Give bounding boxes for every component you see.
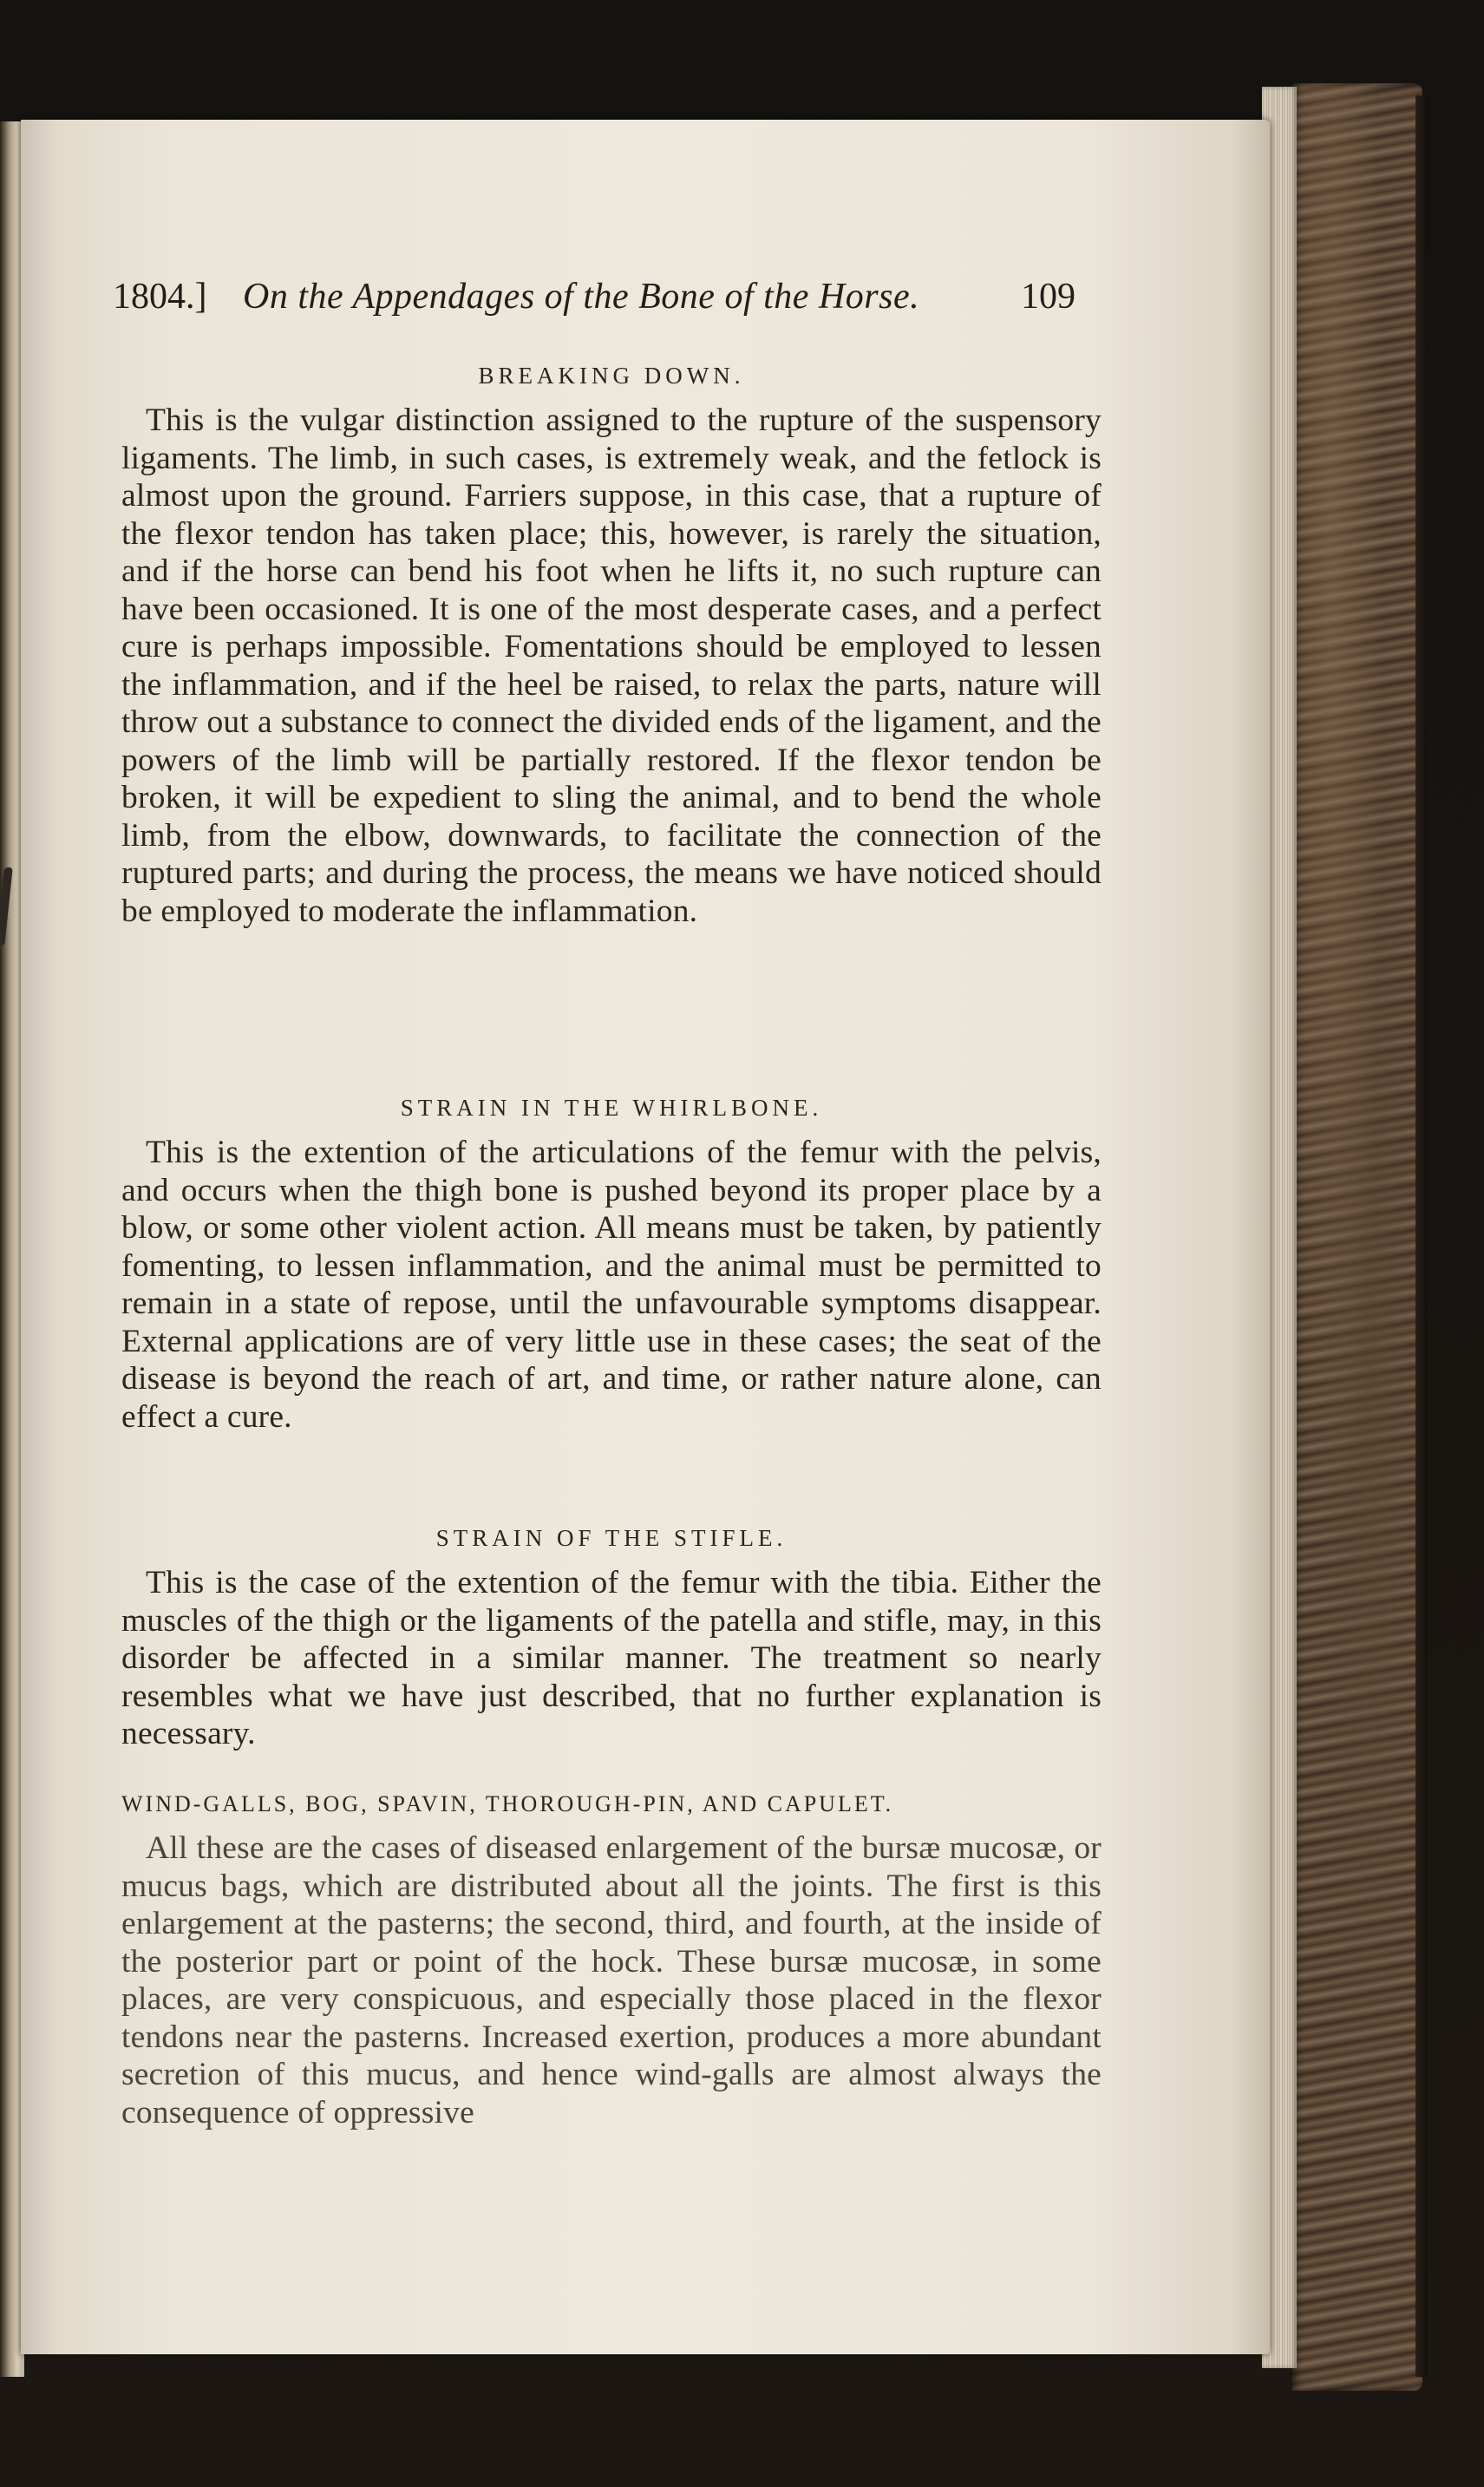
section-heading: STRAIN OF THE STIFLE. [435,1525,788,1551]
page-number: 109 [1021,277,1075,317]
leather-cover [1292,83,1422,2391]
section-paragraph: This is the vulgar distinction assigned to the rupture of the suspensory ligaments. The limb, in such cases, is extremely weak, and the fetlock is almost upon the ground. Farriers suppose, in this case, that a rupture of the flexor tendon has taken place; this, however, is rarely the situation, and if the horse can bend his foot when he lifts it, no such rupture can have been occasioned. It is one of the most desperate cases, and a perfect cure is perhaps impossible. Fomentations should be employed to lessen the inflammation, and if the heel be raised, to relax the parts, nature will throw out a substance to connect the divided ends of the ligament, and the powers of the limb will be partially restored. If the flexor tendon be broken, it will be expedient to sling the animal, and to bend the whole limb, from the elbow, downwards, to facilitate the connection of the ruptured parts; and during the process, the means we have noticed should be employed to moderate the inflammation. [121,403,1102,929]
section-heading: WIND-GALLS, BOG, SPAVIN, THOROUGH-PIN, AND CAPULET. [121,1791,894,1816]
running-head-year: 1804.] [113,277,207,317]
section-strain-stifle [121,1525,1102,1753]
section-paragraph: This is the extention of the articulations of the femur with the pelvis, and occurs when the thigh bone is pushed beyond its proper place by a blow, or some other violent action. All means must be taken, by patiently fomenting, to lessen inflammation, and the animal must be permitted to remain in a state of repose, until the unfavourable symptoms disappear. External applications are of very little use in these cases; the seat of the disease is beyond the reach of art, and time, or rather nature alone, can effect a cure. [121,1135,1102,1435]
section-strain-whirlbone [121,1095,1102,1436]
cover-edge [1415,95,1428,2377]
section-paragraph: All these are the cases of diseased enlargement of the bursæ mucosæ, or mucus bags, which are distributed about all the joints. The first is this enlargement at the pasterns; the second, third, and fourth, at the inside of the posterior part or point of the hock. These bursæ mucosæ, in some places, are very conspicuous, and especially those placed in the flexor tendons near the pasterns. Increased exertion, produces a more abundant secretion of this mucus, and hence wind-galls are almost always the consequence of oppressive [121,1830,1102,2130]
section-heading: STRAIN IN THE WHIRLBONE. [400,1095,823,1121]
section-heading: BREAKING DOWN. [478,363,745,389]
section-wind-galls [121,1791,1102,2131]
section-breaking-down [121,363,1102,930]
section-paragraph: This is the case of the extention of the femur with the tibia. Either the muscles of the thigh or the ligaments of the patella and stifle, may, in this disorder be affected in a similar manner. The treatment so nearly resembles what we have just described, that no further explanation is necessary. [121,1565,1102,1751]
running-head [113,276,1075,328]
running-head-title: On the Appendages of the Bone of the Horse. [243,277,920,317]
